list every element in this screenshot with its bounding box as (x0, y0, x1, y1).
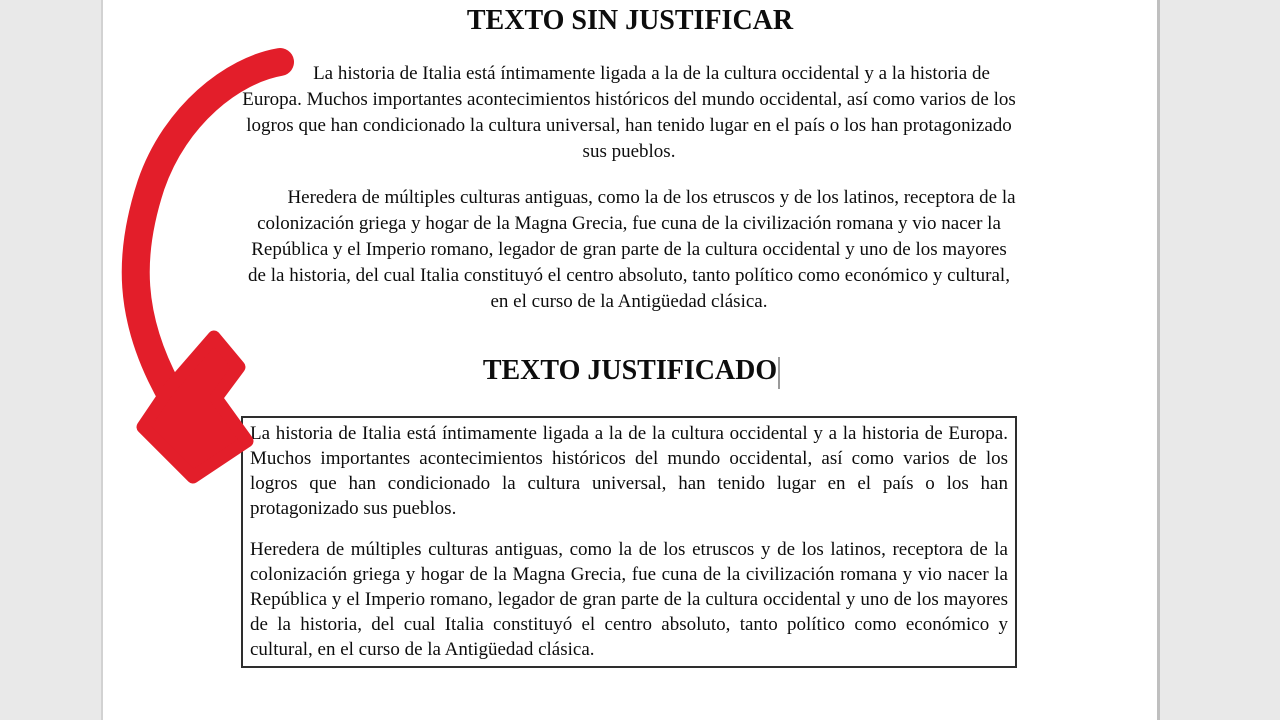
section-title-unjustified[interactable]: TEXTO SIN JUSTIFICAR (466, 5, 794, 36)
unjustified-paragraph-1[interactable]: La historia de Italia está íntimamente ligada a la de la cultura occidental y a la historia de Europa. Muchos importantes acontecimientos históricos del mundo occidental, así como varios de los logros que han condicionado la cultura universal, han tenido lugar en el país o los han protagonizado sus pueblos. (242, 63, 1016, 162)
unjustified-paragraph-2[interactable]: Heredera de múltiples culturas antiguas, como la de los etruscos y de los latinos, receptora de la colonización griega y hogar de la Magna Grecia, fue cuna de la civilización romana y vio nacer la República y el Imperio romano, legador de gran parte de la cultura occidental y uno de los mayores de la historia, del cual Italia constituyó el centro absoluto, tanto político como económico y cultural, en el curso de la Antigüedad clásica. (248, 187, 1016, 312)
justified-paragraph-2[interactable]: Heredera de múltiples culturas antiguas, como la de los etruscos y de los latinos, receptora de la colonización griega y hogar de la Magna Grecia, fue cuna de la civilización romana y vio nacer la República y el Imperio romano, legador de gran parte de la cultura occidental y uno de los mayores de la historia, del cual Italia constituyó el centro absoluto, tanto político como económico y cultural, en el curso de la Antigüedad clásica. (250, 539, 1008, 660)
justified-paragraph-1[interactable]: La historia de Italia está íntimamente ligada a la de la cultura occidental y a la historia de Europa. Muchos importantes acontecimientos históricos del mundo occidental, así como varios de los logros que han condicionado la cultura universal, han tenido lugar en el país o los han protagonizado sus pueblos. (250, 423, 1008, 519)
section-title-justified[interactable]: TEXTO JUSTIFICADO (482, 355, 778, 386)
